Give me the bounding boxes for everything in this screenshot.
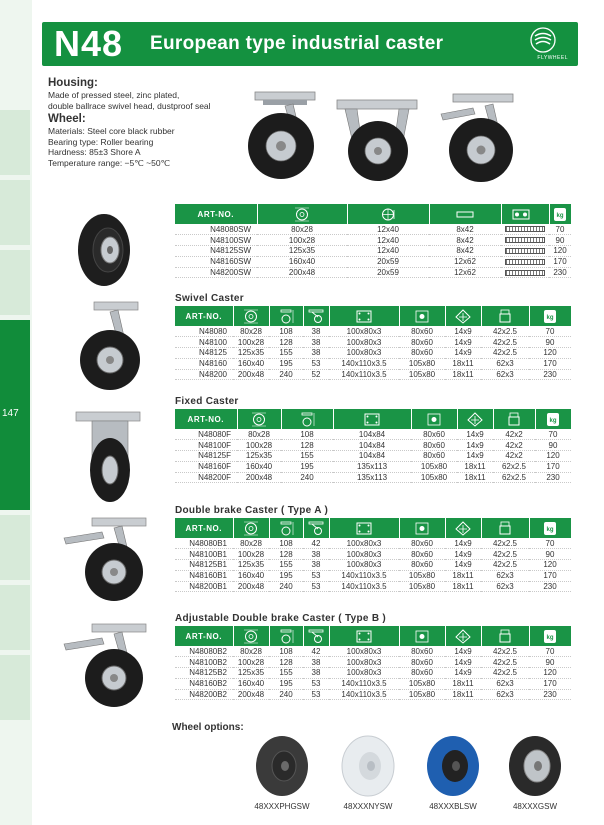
swivel-caster-side-photo [70,298,150,394]
bushing-icon [511,207,539,222]
housing-line: Made of pressed steel, zinc plated, [48,90,180,100]
table-header-row [175,626,571,646]
table-row: N48080B1 80x28 108 42 100x80x3 80x60 14x9 42x2.5 70 [175,538,571,549]
model-number: N48 [54,23,124,64]
hole-spacing-icon [412,629,432,644]
wheel-spec-table [175,204,571,278]
table-row: N48125F 125x35 155 104x84 80x60 14x9 42x2 120 [175,451,571,462]
axle-icon [495,309,515,324]
offset-icon [306,521,326,536]
strip-segment [0,250,30,315]
table-row: N48200B1 200x48 240 53 140x110x3.5 105x80 18x11 62x3 230 [175,581,571,592]
wheel-line: Bearing type: Roller bearing [48,136,154,147]
plate-size-icon [354,629,374,644]
wheel-option-phg-image [252,734,312,798]
load-icon [550,207,570,222]
table-row: N48125B1 125x35 155 38 100x80x3 80x60 14x9 42x2.5 120 [175,560,571,571]
strip-segment [0,180,30,245]
load-icon [540,521,560,536]
table-row: N48080B2 80x28 108 42 100x80x3 80x60 14x9 42x2.5 70 [175,646,571,657]
page-title: European type industrial caster [150,33,444,54]
wheel-photo [72,208,136,292]
table-row: N48160F 160x40 195 135x113 105x80 18x11 62x2.5 170 [175,461,571,472]
strip-segment [0,110,30,175]
fixed-spec-table [175,409,571,483]
table-header-row [175,204,571,224]
brake-a-spec-table [175,518,571,592]
table-row: N48200B2 200x48 240 53 140x110x3.5 105x80 18x11 62x3 230 [175,689,571,700]
brake-b-section-title: Adjustable Double brake Caster ( Type B ) [175,613,387,624]
strip-segment [0,585,30,650]
flywheel-logo-icon [526,25,560,55]
wheel-size-icon [249,412,269,427]
bolt-hole-icon [465,412,485,427]
wheel-description [48,126,175,168]
height-icon [276,309,296,324]
table-header-row [175,409,571,429]
fixed-caster-side-photo [70,408,150,506]
wheel-option-label: 48XXXBLSW [429,802,477,811]
swivel-caster-photo [233,88,333,184]
art-no-header: ART-NO. [187,414,224,424]
fixed-caster-photo [333,96,423,186]
art-no-header: ART-NO. [185,631,222,641]
table-row: N48125SW 125x35 12x40 8x42 120 [175,246,571,257]
swivel-section-title: Swivel Caster [175,293,244,304]
height-icon [297,412,317,427]
table-row: N48125B2 125x35 155 38 100x80x3 80x60 14x9 42x2.5 120 [175,668,571,679]
housing-line: double ballrace swivel head, dustproof seal [48,100,211,111]
load-header [549,204,571,224]
wheel-option-label: 48XXXGSW [512,802,557,811]
wheel-size-icon [292,207,312,222]
table-row: N48160 160x40 195 53 140x110x3.5 105x80 18x11 62x3 170 [175,358,571,369]
wheel-size-icon [241,521,261,536]
table-row: N48080F 80x28 108 104x84 80x60 14x9 42x2 70 [175,429,571,440]
page-header [42,22,578,66]
plate-size-icon [354,309,374,324]
wheel-option-label: 48XXXPHGSW [254,802,310,811]
height-icon [276,521,296,536]
wheel-option-g-image [505,734,565,798]
fixed-section-title: Fixed Caster [175,396,239,407]
axle-icon [504,412,524,427]
table-header-row [175,518,571,538]
table-row: N48160SW 160x40 20x59 12x62 170 [175,256,571,267]
load-icon [543,412,563,427]
brake-b-spec-table [175,626,571,700]
load-icon [540,309,560,324]
table-row: N48200F 200x48 240 135x113 105x80 18x11 62x2.5 230 [175,472,571,483]
offset-icon [306,309,326,324]
axle-slot-header [429,204,501,224]
table-row: N48200 200x48 240 52 140x110x3.5 105x80 18x11 62x3 230 [175,369,571,380]
hole-spacing-icon [412,309,432,324]
bolt-hole-icon [453,309,473,324]
hole-spacing-icon [412,521,432,536]
table-row: N48100 100x28 128 38 100x80x3 80x60 14x9 42x2.5 90 [175,337,571,348]
hole-spacing-icon [424,412,444,427]
load-icon [540,629,560,644]
bushing-header [501,204,549,224]
wheel-size-icon [241,629,261,644]
wheel-option-bl-image [423,734,483,798]
page-number: 147 [2,408,19,419]
bushing-swatch [505,270,545,276]
art-no-header: ART-NO. [185,523,222,533]
bushing-swatch [505,248,545,254]
wheel-line: Temperature range: −5℃ ~50℃ [48,157,171,168]
bolt-hole-icon [453,629,473,644]
wheel-line: Hardness: 85±3 Shore A [48,147,141,157]
table-row: N48125 125x35 155 38 100x80x3 80x60 14x9 42x2.5 120 [175,348,571,359]
bolt-hole-icon [453,521,473,536]
swivel-spec-table [175,306,571,380]
logo-text: FLYWHEEL [537,55,568,61]
bore-icon [378,207,398,222]
plate-size-icon [362,412,382,427]
brake-a-section-title: Double brake Caster ( Type A ) [175,505,329,516]
table-row: N48080SW 80x28 12x40 8x42 70 [175,224,571,235]
brake-caster-a-photo [62,514,158,606]
wheel-option-label: 48XXXNYSW [343,802,393,811]
wheel-options-title: Wheel options: [172,722,244,733]
table-row: N48160B2 160x40 195 53 140x110x3.5 105x80 18x11 62x3 170 [175,678,571,689]
wheel-size-header [257,204,347,224]
table-row: N48160B1 160x40 195 53 140x110x3.5 105x80 18x11 62x3 170 [175,570,571,581]
strip-segment [0,515,30,580]
wheel-option-ny-image [338,734,398,798]
axle-icon [495,629,515,644]
plate-size-icon [354,521,374,536]
axle-icon [495,521,515,536]
housing-description [48,90,211,111]
art-no-header: ART-NO. [185,311,222,321]
table-row: N48100B1 100x28 128 38 100x80x3 80x60 14x9 42x2.5 90 [175,549,571,560]
wheel-heading: Wheel: [48,113,86,125]
table-row: N48100F 100x28 128 104x84 80x60 14x9 42x2 90 [175,440,571,451]
table-row: N48100B2 100x28 128 38 100x80x3 80x60 14x9 42x2.5 90 [175,657,571,668]
table-row: N48080 80x28 108 38 100x80x3 80x60 14x9 42x2.5 70 [175,326,571,337]
art-no-header: ART-NO. [175,204,257,224]
offset-icon [306,629,326,644]
axle-slot-icon [455,207,475,222]
bushing-swatch [505,259,545,265]
housing-heading: Housing: [48,77,98,89]
wheel-line: Materials: Steel core black rubber [48,126,175,136]
table-row: N48100SW 100x28 12x40 8x42 90 [175,235,571,246]
brake-caster-photo [433,90,523,186]
wheel-size-icon [241,309,261,324]
bushing-swatch [505,226,545,232]
strip-segment [0,655,30,720]
bushing-swatch [505,237,545,243]
table-row: N48200SW 200x48 20x59 12x62 230 [175,267,571,278]
height-icon [276,629,296,644]
brake-caster-b-photo [62,620,158,712]
table-header-row [175,306,571,326]
bore-header [347,204,429,224]
